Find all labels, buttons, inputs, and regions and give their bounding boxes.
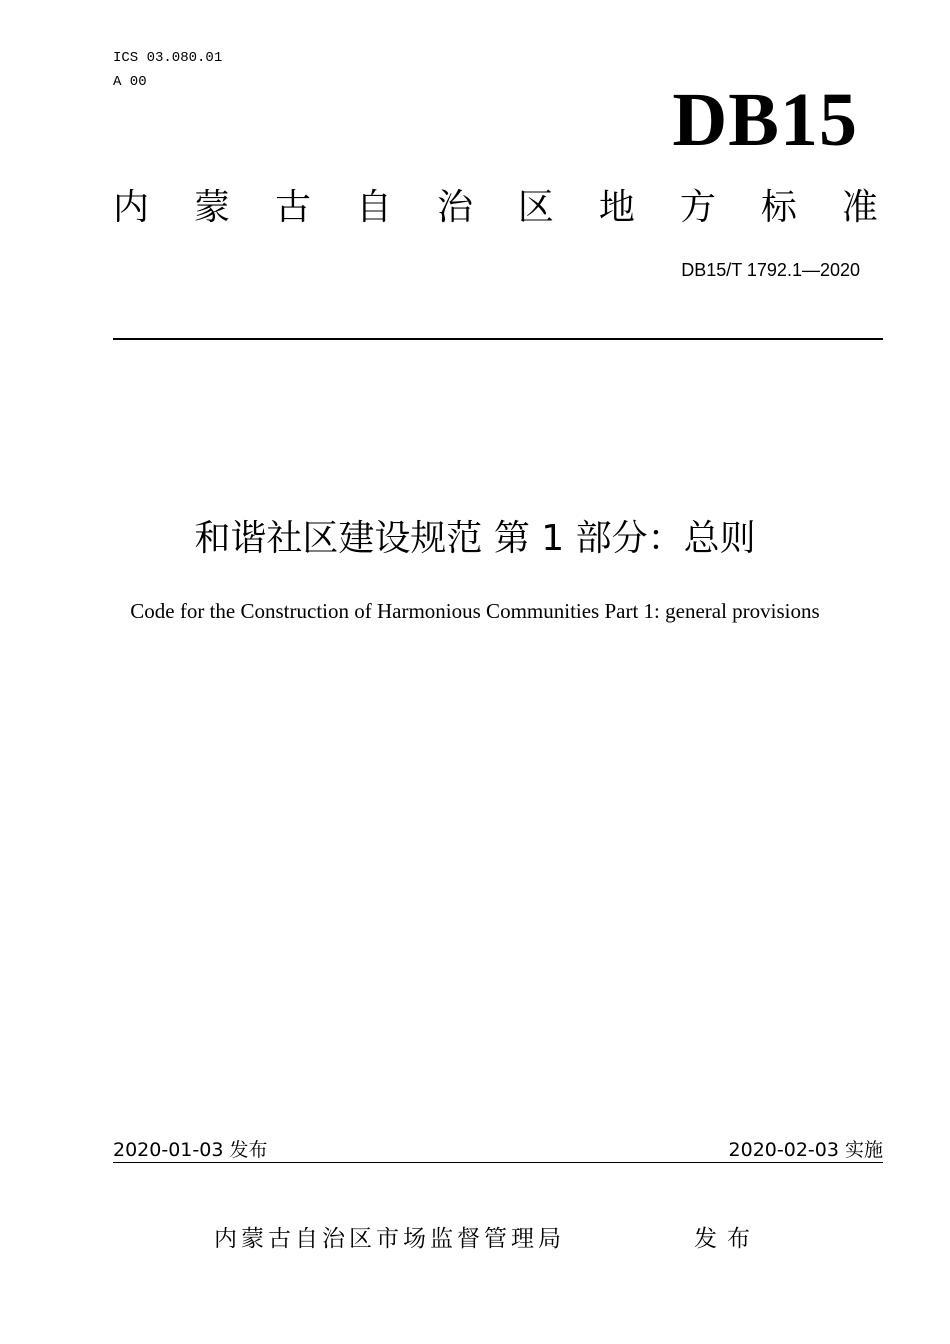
- footer-divider: [113, 1162, 883, 1163]
- standard-kind-char: 方: [679, 187, 716, 228]
- document-title-en: Code for the Construction of Harmonious Communities Part 1: general provisions: [130, 599, 820, 623]
- standard-kind-title: [113, 184, 878, 232]
- standard-kind-char: 蒙: [193, 187, 230, 228]
- ics-code: ICS 03.080.01: [113, 50, 223, 66]
- issue-date: 2020-01-03 发布: [113, 1139, 268, 1161]
- standard-kind-char: 自: [355, 187, 392, 228]
- standard-number: DB15/T 1792.1—2020: [681, 260, 860, 280]
- standard-kind-char: 标: [760, 187, 797, 228]
- standard-kind-char: 区: [517, 187, 554, 228]
- db-code-mark: DB15: [672, 78, 858, 162]
- implementation-date: 2020-02-03 实施: [728, 1139, 883, 1161]
- issuing-authority: 内蒙古自治区市场监督管理局: [214, 1226, 565, 1252]
- header-divider: [113, 338, 883, 340]
- standard-kind-char: 古: [274, 187, 311, 228]
- document-title-cn: 和谐社区建设规范 第 1 部分：总则: [194, 518, 756, 559]
- standard-kind-char: 准: [841, 187, 878, 228]
- standard-kind-char: 地: [598, 187, 635, 228]
- ccs-code: A 00: [113, 74, 147, 90]
- standard-kind-char: 内: [113, 187, 150, 228]
- issue-label: 发布: [694, 1226, 760, 1252]
- standard-kind-char: 治: [436, 187, 473, 228]
